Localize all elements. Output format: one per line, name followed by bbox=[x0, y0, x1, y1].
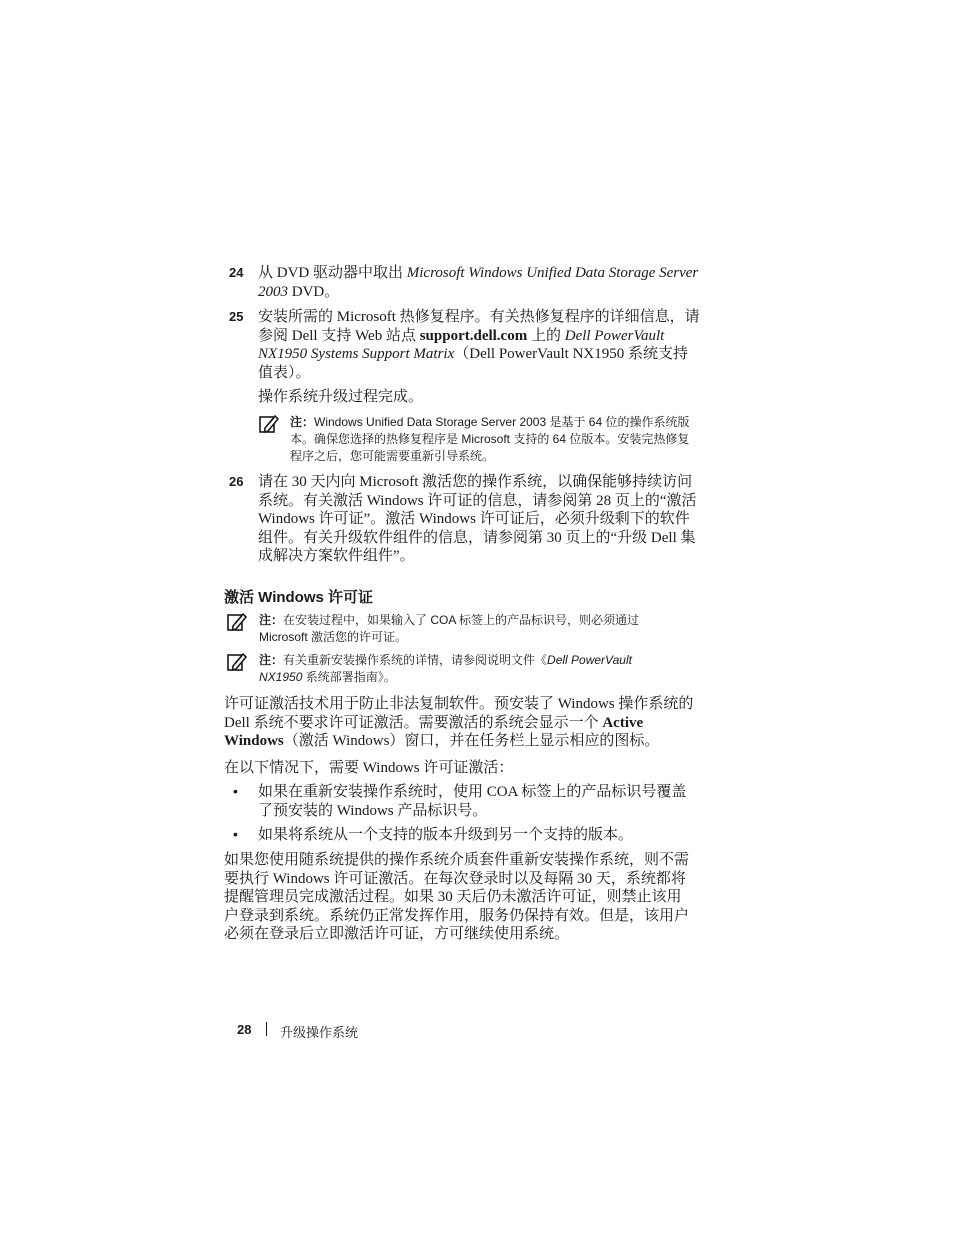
note-label: 注： bbox=[259, 613, 284, 627]
note-block bbox=[290, 414, 700, 465]
note-label: 注： bbox=[290, 415, 315, 429]
text-run: 请在 30 天内向 Microsoft 激活您的操作系统，以确保能够持续访问系统。有关激活 Windows 许可证的信息，请参阅第 28 页上的“激活 Windows 许可证”。激活 Windows 许可证后，必须升级剩下的软件组件。有关升级软件组件的信息，请参阅第 30 页上的“升级 Dell 集成解决方案软件组件”。 bbox=[258, 474, 697, 564]
note-text: Windows Unified Data Storage Server 2003 是基于 64 位的操作系统版本。确保您选择的热修复程序是 Microsoft 支持的 64 位版本。安装完热修复程序之后，您可能需要重新引导系统。 bbox=[290, 415, 690, 463]
section-heading: 激活 Windows 许可证 bbox=[224, 589, 374, 606]
pencil-note-icon bbox=[259, 414, 279, 434]
text-run: Dell PowerVault NX1950 Systems Support Matrix bbox=[258, 327, 665, 362]
step-number: 25 bbox=[229, 309, 244, 324]
note-text: 在安装过程中，如果输入了 COA 标签上的产品标识号，则必须通过 Microsoft 激活您的许可证。 bbox=[259, 613, 640, 644]
step-number: 24 bbox=[229, 265, 244, 280]
bullet-dot: • bbox=[233, 783, 238, 799]
note-block bbox=[259, 612, 659, 646]
step-result: 操作系统升级过程完成。 bbox=[258, 389, 424, 405]
note-text: 有关重新安装操作系统的详情，请参阅说明文件《 bbox=[283, 653, 548, 667]
step-text bbox=[258, 473, 700, 566]
note-text-suffix: 系统部署指南》。 bbox=[302, 670, 396, 684]
step-text bbox=[258, 264, 700, 301]
pencil-note-icon bbox=[227, 652, 247, 672]
step-number: 26 bbox=[229, 474, 244, 489]
list-item: 如果将系统从一个支持的版本升级到另一个支持的版本。 bbox=[258, 827, 634, 843]
bullet-dot: • bbox=[233, 826, 238, 842]
note-book-title: Dell PowerVault NX1950 bbox=[259, 653, 632, 684]
text-run: Active Windows bbox=[224, 714, 644, 749]
body-paragraph bbox=[224, 695, 694, 751]
text-run: 安装所需的 Microsoft 热修复程序。有关热修复程序的详细信息，请参阅 Dell 支持 Web 站点 bbox=[258, 309, 700, 344]
text-run: （激活 Windows）窗口，并在任务栏上显示相应的图标。 bbox=[283, 733, 660, 749]
body-paragraph: 在以下情况下，需要 Windows 许可证激活： bbox=[224, 760, 514, 776]
text-run: 从 DVD 驱动器中取出 bbox=[258, 265, 407, 281]
footer-title: 升级操作系统 bbox=[280, 1025, 359, 1040]
text-run: DVD。 bbox=[288, 283, 340, 300]
text-run: （Dell PowerVault NX1950 系统支持值表）。 bbox=[258, 346, 688, 381]
list-item: 如果在重新安装操作系统时，使用 COA 标签上的产品标识号覆盖了预安装的 Windows 产品标识号。 bbox=[258, 784, 687, 819]
pencil-note-icon bbox=[227, 612, 247, 632]
body-paragraph: 如果您使用随系统提供的操作系统介质套件重新安装操作系统，则不需要执行 Windows 许可证激活。在每次登录时以及每隔 30 天，系统都将提醒管理员完成激活过程。如果 30 天后仍未激活许可证，则禁止该用户登录到系统。系统仍正常发挥作用，服务仍保持有效。但是，该用户必须在登录后立即激活许可证，方可继续使用系统。 bbox=[224, 852, 690, 942]
text-run: Microsoft Windows Unified Data Storage Server 2003 bbox=[258, 265, 699, 300]
text-run: 许可证激活技术用于防止非法复制软件。预安装了 Windows 操作系统的 Dell 系统不要求许可证激活。需要激活的系统会显示一个 bbox=[224, 696, 694, 731]
text-run: 上的 bbox=[527, 327, 565, 344]
note-block bbox=[259, 652, 659, 686]
step-text bbox=[258, 308, 700, 382]
page-number: 28 bbox=[237, 1022, 252, 1037]
footer-separator bbox=[266, 1022, 267, 1036]
note-label: 注： bbox=[259, 653, 284, 667]
text-run: support.dell.com bbox=[419, 327, 528, 344]
